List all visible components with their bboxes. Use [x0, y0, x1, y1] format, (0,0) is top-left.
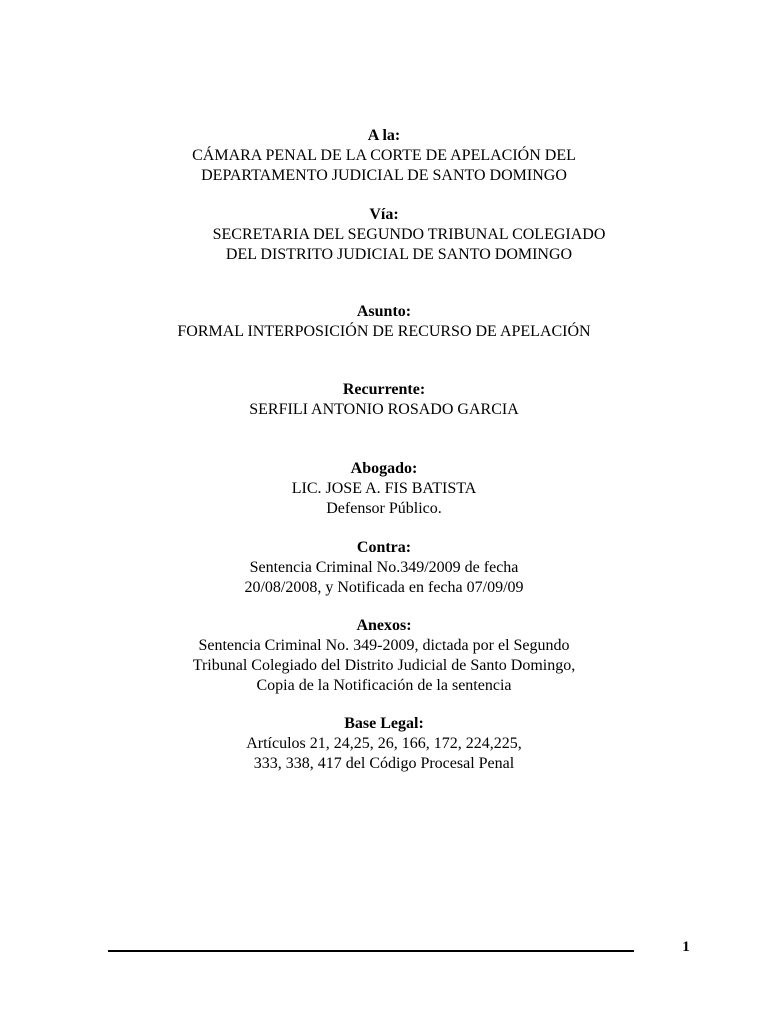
abogado-heading: Abogado:: [350, 460, 418, 477]
abogado-line-2: Defensor Público.: [326, 500, 442, 517]
via-line-1: SECRETARIA DEL SEGUNDO TRIBUNAL COLEGIADO: [212, 226, 606, 243]
section-base-legal: [0, 714, 768, 774]
a-la-line-2: DEPARTAMENTO JUDICIAL DE SANTO DOMINGO: [201, 167, 567, 184]
anexos-heading: Anexos:: [356, 617, 412, 634]
anexos-line-3: Copia de la Notificación de la sentencia: [256, 677, 512, 694]
section-a-la: [0, 126, 768, 186]
contra-line-2: 20/08/2008, y Notificada en fecha 07/09/09: [244, 579, 524, 596]
contra-line-1: Sentencia Criminal No.349/2009 de fecha: [249, 559, 519, 576]
via-heading: Vía:: [369, 206, 399, 223]
section-contra: [0, 538, 768, 598]
a-la-heading: A la:: [367, 127, 401, 144]
page-number: 1: [682, 939, 690, 955]
section-anexos: [0, 616, 768, 696]
section-via: [0, 205, 768, 265]
section-asunto: [0, 302, 768, 342]
abogado-line-1: LIC. JOSE A. FIS BATISTA: [291, 480, 477, 497]
recurrente-line-1: SERFILI ANTONIO ROSADO GARCIA: [249, 401, 519, 418]
a-la-line-1: CÁMARA PENAL DE LA CORTE DE APELACIÓN DEL: [192, 147, 576, 164]
section-abogado: [0, 459, 768, 519]
asunto-heading: Asunto:: [356, 303, 412, 320]
asunto-line-1: FORMAL INTERPOSICIÓN DE RECURSO DE APELACIÓN: [177, 323, 591, 340]
anexos-line-1: Sentencia Criminal No. 349-2009, dictada por el Segundo: [198, 637, 570, 654]
recurrente-heading: Recurrente:: [342, 381, 426, 398]
footer-rule: [108, 950, 634, 952]
via-line-2: DEL DISTRITO JUDICIAL DE SANTO DOMINGO: [225, 246, 573, 263]
base-legal-heading: Base Legal:: [344, 715, 424, 732]
section-recurrente: [0, 380, 768, 420]
anexos-line-2: Tribunal Colegiado del Distrito Judicial de Santo Domingo,: [192, 657, 576, 674]
contra-heading: Contra:: [356, 539, 412, 556]
base-legal-line-1: Artículos 21, 24,25, 26, 166, 172, 224,225,: [246, 735, 522, 752]
base-legal-line-2: 333, 338, 417 del Código Procesal Penal: [253, 755, 515, 772]
